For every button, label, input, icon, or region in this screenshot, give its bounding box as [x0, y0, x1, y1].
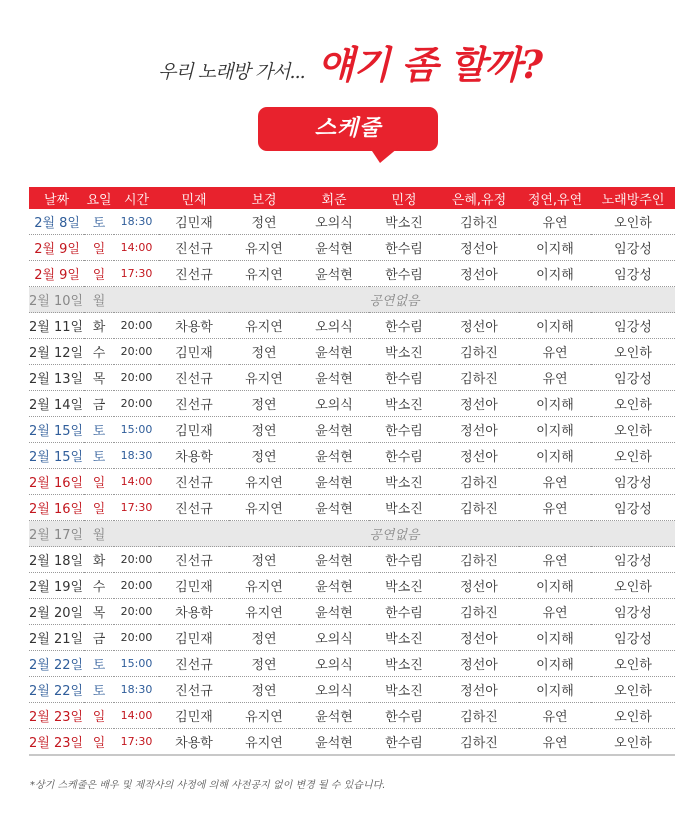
cast-cell: 정선아 — [439, 261, 519, 287]
cast-cell: 이지해 — [519, 677, 591, 703]
cast-cell: 이지해 — [519, 573, 591, 599]
cast-cell: 유지연 — [229, 313, 299, 339]
time-cell: 18:30 — [114, 209, 159, 235]
cast-cell: 유연 — [519, 469, 591, 495]
no-show-note: 공연없음 — [114, 521, 675, 547]
cast-cell: 정선아 — [439, 313, 519, 339]
cast-cell: 오의식 — [299, 677, 369, 703]
cast-cell: 한수림 — [369, 599, 439, 625]
cast-cell: 이지해 — [519, 651, 591, 677]
day-cell: 월 — [84, 287, 114, 313]
cast-cell: 임강성 — [591, 625, 675, 651]
cast-cell: 차용학 — [159, 313, 229, 339]
cast-cell: 윤석현 — [299, 469, 369, 495]
cast-cell: 정연 — [229, 391, 299, 417]
cast-cell: 윤석현 — [299, 495, 369, 521]
cast-cell: 김하진 — [439, 547, 519, 573]
cast-cell: 김민재 — [159, 703, 229, 729]
time-cell: 20:00 — [114, 313, 159, 339]
cast-cell: 한수림 — [369, 417, 439, 443]
date-cell: 2월 9일 — [29, 261, 84, 287]
schedule-row — [29, 313, 675, 339]
cast-cell: 이지해 — [519, 625, 591, 651]
column-header: 보경 — [229, 187, 299, 209]
time-cell: 18:30 — [114, 677, 159, 703]
schedule-row — [29, 469, 675, 495]
time-cell: 14:00 — [114, 235, 159, 261]
schedule-row — [29, 391, 675, 417]
cast-cell: 이지해 — [519, 443, 591, 469]
schedule-table — [29, 187, 675, 756]
cast-cell: 유연 — [519, 495, 591, 521]
date-cell: 2월 12일 — [29, 339, 84, 365]
day-cell: 일 — [84, 729, 114, 756]
cast-cell: 차용학 — [159, 599, 229, 625]
schedule-body — [29, 209, 675, 755]
cast-cell: 윤석현 — [299, 573, 369, 599]
cast-cell: 유지연 — [229, 235, 299, 261]
cast-cell: 오인하 — [591, 651, 675, 677]
day-cell: 토 — [84, 209, 114, 235]
cast-cell: 윤석현 — [299, 703, 369, 729]
time-cell: 20:00 — [114, 625, 159, 651]
cast-cell: 진선규 — [159, 261, 229, 287]
schedule-row — [29, 677, 675, 703]
cast-cell: 한수림 — [369, 313, 439, 339]
cast-cell: 박소진 — [369, 573, 439, 599]
cast-cell: 유지연 — [229, 703, 299, 729]
cast-cell: 오의식 — [299, 313, 369, 339]
day-cell: 금 — [84, 625, 114, 651]
cast-cell: 오인하 — [591, 209, 675, 235]
cast-cell: 유연 — [519, 547, 591, 573]
cast-cell: 오인하 — [591, 703, 675, 729]
cast-cell: 한수림 — [369, 729, 439, 756]
time-cell: 15:00 — [114, 651, 159, 677]
schedule-row — [29, 703, 675, 729]
header-row — [29, 187, 675, 209]
footnote: *상기 스케줄은 배우 및 제작사의 사정에 의해 사전공지 없이 변경 될 수 있습니다. — [30, 780, 386, 791]
date-cell: 2월 15일 — [29, 443, 84, 469]
cast-cell: 김하진 — [439, 599, 519, 625]
cast-cell: 박소진 — [369, 677, 439, 703]
cast-cell: 박소진 — [369, 495, 439, 521]
day-cell: 토 — [84, 417, 114, 443]
schedule-row — [29, 339, 675, 365]
cast-cell: 유지연 — [229, 573, 299, 599]
cast-cell: 진선규 — [159, 469, 229, 495]
time-cell: 20:00 — [114, 391, 159, 417]
cast-cell: 한수림 — [369, 547, 439, 573]
schedule-row — [29, 235, 675, 261]
cast-cell: 오의식 — [299, 625, 369, 651]
cast-cell: 윤석현 — [299, 339, 369, 365]
cast-cell: 정선아 — [439, 651, 519, 677]
cast-cell: 윤석현 — [299, 417, 369, 443]
day-cell: 토 — [84, 443, 114, 469]
date-cell: 2월 22일 — [29, 677, 84, 703]
cast-cell: 임강성 — [591, 365, 675, 391]
schedule-row — [29, 729, 675, 756]
day-cell: 화 — [84, 547, 114, 573]
cast-cell: 한수림 — [369, 703, 439, 729]
cast-cell: 정연 — [229, 547, 299, 573]
schedule-row — [29, 417, 675, 443]
cast-cell: 김하진 — [439, 365, 519, 391]
day-cell: 화 — [84, 313, 114, 339]
cast-cell: 정선아 — [439, 677, 519, 703]
date-cell: 2월 20일 — [29, 599, 84, 625]
cast-cell: 임강성 — [591, 469, 675, 495]
cast-cell: 김민재 — [159, 625, 229, 651]
cast-cell: 김하진 — [439, 339, 519, 365]
cast-cell: 박소진 — [369, 625, 439, 651]
cast-cell: 김하진 — [439, 469, 519, 495]
cast-cell: 김하진 — [439, 209, 519, 235]
time-cell: 14:00 — [114, 469, 159, 495]
column-header: 날짜 — [29, 187, 84, 209]
column-header: 민정 — [369, 187, 439, 209]
cast-cell: 김민재 — [159, 573, 229, 599]
cast-cell: 유지연 — [229, 469, 299, 495]
date-cell: 2월 16일 — [29, 495, 84, 521]
cast-cell: 차용학 — [159, 443, 229, 469]
date-cell: 2월 21일 — [29, 625, 84, 651]
cast-cell: 임강성 — [591, 313, 675, 339]
cast-cell: 유연 — [519, 209, 591, 235]
cast-cell: 임강성 — [591, 547, 675, 573]
cast-cell: 박소진 — [369, 209, 439, 235]
cast-cell: 유연 — [519, 729, 591, 756]
cast-cell: 정연 — [229, 209, 299, 235]
day-cell: 일 — [84, 495, 114, 521]
schedule-row — [29, 261, 675, 287]
cast-cell: 윤석현 — [299, 443, 369, 469]
cast-cell: 윤석현 — [299, 235, 369, 261]
cast-cell: 윤석현 — [299, 729, 369, 756]
cast-cell: 한수림 — [369, 235, 439, 261]
cast-cell: 정선아 — [439, 625, 519, 651]
schedule-row — [29, 495, 675, 521]
schedule-row — [29, 599, 675, 625]
date-cell: 2월 14일 — [29, 391, 84, 417]
date-cell: 2월 18일 — [29, 547, 84, 573]
cast-cell: 김민재 — [159, 209, 229, 235]
column-header: 노래방주인 — [591, 187, 675, 209]
time-cell: 20:00 — [114, 339, 159, 365]
cast-cell: 차용학 — [159, 729, 229, 756]
cast-cell: 윤석현 — [299, 365, 369, 391]
day-cell: 목 — [84, 599, 114, 625]
title-big-text: 얘기 좀 할까? — [317, 42, 543, 87]
day-cell: 목 — [84, 365, 114, 391]
cast-cell: 윤석현 — [299, 547, 369, 573]
cast-cell: 유지연 — [229, 599, 299, 625]
cast-cell: 임강성 — [591, 235, 675, 261]
cast-cell: 이지해 — [519, 417, 591, 443]
date-cell: 2월 16일 — [29, 469, 84, 495]
day-cell: 월 — [84, 521, 114, 547]
cast-cell: 윤석현 — [299, 599, 369, 625]
cast-cell: 정선아 — [439, 417, 519, 443]
cast-cell: 임강성 — [591, 599, 675, 625]
day-cell: 일 — [84, 235, 114, 261]
cast-cell: 오인하 — [591, 677, 675, 703]
date-cell: 2월 9일 — [29, 235, 84, 261]
cast-cell: 김하진 — [439, 729, 519, 756]
column-header: 요일 — [84, 187, 114, 209]
date-cell: 2월 23일 — [29, 703, 84, 729]
cast-cell: 정연 — [229, 651, 299, 677]
cast-cell: 박소진 — [369, 469, 439, 495]
schedule-row — [29, 365, 675, 391]
cast-cell: 박소진 — [369, 651, 439, 677]
cast-cell: 진선규 — [159, 235, 229, 261]
cast-cell: 오인하 — [591, 391, 675, 417]
cast-cell: 박소진 — [369, 391, 439, 417]
cast-cell: 오의식 — [299, 391, 369, 417]
cast-cell: 이지해 — [519, 235, 591, 261]
no-show-note: 공연없음 — [114, 287, 675, 313]
cast-cell: 이지해 — [519, 391, 591, 417]
cast-cell: 진선규 — [159, 495, 229, 521]
column-header: 은혜,유정 — [439, 187, 519, 209]
cast-cell: 정연 — [229, 443, 299, 469]
cast-cell: 정선아 — [439, 573, 519, 599]
cast-cell: 진선규 — [159, 365, 229, 391]
cast-cell: 김민재 — [159, 339, 229, 365]
day-cell: 일 — [84, 469, 114, 495]
schedule-row — [29, 443, 675, 469]
cast-cell: 진선규 — [159, 677, 229, 703]
cast-cell: 박소진 — [369, 339, 439, 365]
cast-cell: 이지해 — [519, 313, 591, 339]
day-cell: 수 — [84, 339, 114, 365]
schedule-row — [29, 573, 675, 599]
cast-cell: 유연 — [519, 599, 591, 625]
time-cell: 17:30 — [114, 729, 159, 756]
cast-cell: 임강성 — [591, 261, 675, 287]
schedule-row — [29, 625, 675, 651]
cast-cell: 정선아 — [439, 443, 519, 469]
cast-cell: 김하진 — [439, 703, 519, 729]
time-cell: 17:30 — [114, 261, 159, 287]
page-title — [0, 34, 700, 89]
cast-cell: 오인하 — [591, 417, 675, 443]
cast-cell: 오인하 — [591, 573, 675, 599]
cast-cell: 오의식 — [299, 209, 369, 235]
day-cell: 일 — [84, 261, 114, 287]
schedule-header — [29, 187, 675, 209]
cast-cell: 김민재 — [159, 417, 229, 443]
cast-cell: 한수림 — [369, 443, 439, 469]
date-cell: 2월 17일 — [29, 521, 84, 547]
cast-cell: 진선규 — [159, 547, 229, 573]
cast-cell: 유지연 — [229, 729, 299, 756]
cast-cell: 유연 — [519, 339, 591, 365]
date-cell: 2월 10일 — [29, 287, 84, 313]
schedule-row — [29, 209, 675, 235]
cast-cell: 임강성 — [591, 495, 675, 521]
date-cell: 2월 19일 — [29, 573, 84, 599]
schedule-badge-label: 스케줄 — [258, 107, 438, 151]
date-cell: 2월 22일 — [29, 651, 84, 677]
cast-cell: 오인하 — [591, 729, 675, 756]
cast-cell: 정연 — [229, 417, 299, 443]
time-cell: 20:00 — [114, 573, 159, 599]
cast-cell: 한수림 — [369, 365, 439, 391]
cast-cell: 진선규 — [159, 651, 229, 677]
cast-cell: 정선아 — [439, 235, 519, 261]
cast-cell: 정선아 — [439, 391, 519, 417]
day-cell: 일 — [84, 703, 114, 729]
cast-cell: 정연 — [229, 625, 299, 651]
cast-cell: 유지연 — [229, 261, 299, 287]
time-cell: 20:00 — [114, 599, 159, 625]
speech-bubble-tail-icon — [370, 148, 398, 163]
date-cell: 2월 23일 — [29, 729, 84, 756]
schedule-row — [29, 651, 675, 677]
cast-cell: 오의식 — [299, 651, 369, 677]
no-show-row — [29, 521, 675, 547]
time-cell: 17:30 — [114, 495, 159, 521]
cast-cell: 김하진 — [439, 495, 519, 521]
cast-cell: 진선규 — [159, 391, 229, 417]
cast-cell: 이지해 — [519, 261, 591, 287]
cast-cell: 유지연 — [229, 495, 299, 521]
day-cell: 금 — [84, 391, 114, 417]
cast-cell: 한수림 — [369, 261, 439, 287]
cast-cell: 오인하 — [591, 339, 675, 365]
time-cell: 14:00 — [114, 703, 159, 729]
day-cell: 토 — [84, 677, 114, 703]
time-cell: 20:00 — [114, 547, 159, 573]
column-header: 민재 — [159, 187, 229, 209]
title-small-text: 우리 노래방 가서... — [157, 61, 305, 83]
cast-cell: 정연 — [229, 677, 299, 703]
no-show-row — [29, 287, 675, 313]
date-cell: 2월 11일 — [29, 313, 84, 339]
day-cell: 토 — [84, 651, 114, 677]
cast-cell: 정연 — [229, 339, 299, 365]
cast-cell: 유연 — [519, 365, 591, 391]
time-cell: 15:00 — [114, 417, 159, 443]
cast-cell: 유연 — [519, 703, 591, 729]
column-header: 시간 — [114, 187, 159, 209]
cast-cell: 오인하 — [591, 443, 675, 469]
cast-cell: 윤석현 — [299, 261, 369, 287]
day-cell: 수 — [84, 573, 114, 599]
time-cell: 20:00 — [114, 365, 159, 391]
date-cell: 2월 15일 — [29, 417, 84, 443]
column-header: 회준 — [299, 187, 369, 209]
schedule-row — [29, 547, 675, 573]
column-header: 정연,유연 — [519, 187, 591, 209]
cast-cell: 유지연 — [229, 365, 299, 391]
schedule-badge — [258, 107, 438, 163]
date-cell: 2월 8일 — [29, 209, 84, 235]
date-cell: 2월 13일 — [29, 365, 84, 391]
time-cell: 18:30 — [114, 443, 159, 469]
